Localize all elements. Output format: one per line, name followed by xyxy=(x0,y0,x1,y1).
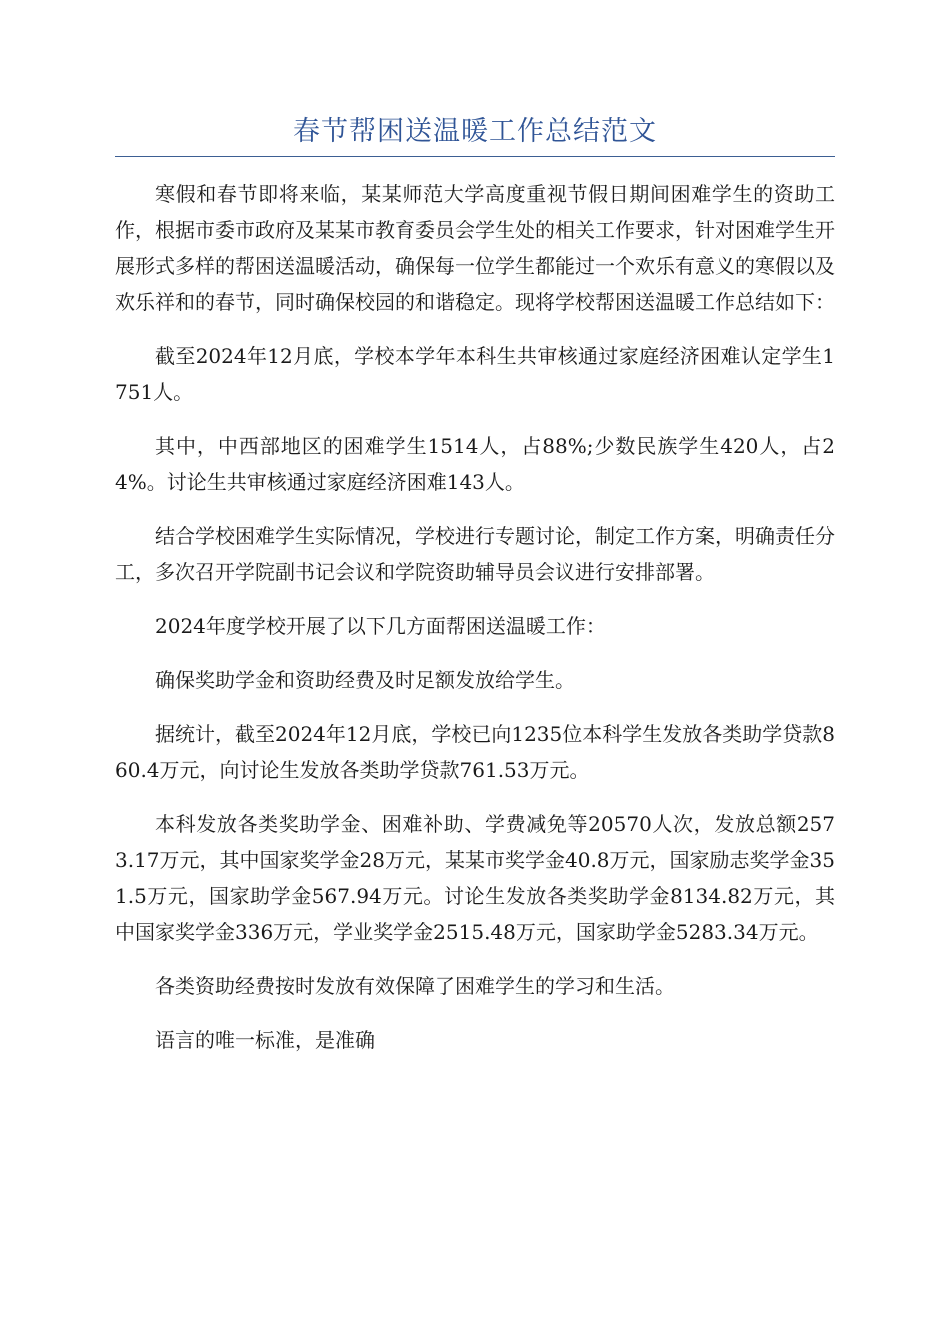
page-title: 春节帮困送温暖工作总结范文 xyxy=(293,116,657,147)
paragraph-funding-heading: 确保奖助学金和资助经费及时足额发放给学生。 xyxy=(155,668,575,692)
paragraph-intro: 寒假和春节即将来临，某某师范大学高度重视节假日期间困难学生的资助工作，根据市委市政府及某某市教育委员会学生处的相关工作要求，针对困难学生开展形式多样的帮困送温暖活动，确保每一位学生都能过一个欢乐有意义的寒假以及欢乐祥和的春节，同时确保校园的和谐稳定。现将学校帮困送温暖工作总结如下： xyxy=(115,182,835,314)
paragraph-loan-statistics: 据统计，截至2024年12月底，学校已向1235位本科学生发放各类助学贷款860.4万元，向讨论生发放各类助学贷款761.53万元。 xyxy=(115,722,835,782)
document-body xyxy=(115,176,835,1076)
paragraph-funding-effect: 各类资助经费按时发放有效保障了困难学生的学习和生活。 xyxy=(155,974,675,998)
paragraph-work-items-intro: 2024年度学校开展了以下几方面帮困送温暖工作： xyxy=(155,614,606,638)
title-block xyxy=(115,112,835,157)
paragraph-breakdown: 其中，中西部地区的困难学生1514人，占88%;少数民族学生420人，占24%。讨论生共审核通过家庭经济困难143人。 xyxy=(115,434,835,494)
paragraph-certified-count: 截至2024年12月底，学校本学年本科生共审核通过家庭经济困难认定学生1751人。 xyxy=(115,344,835,404)
paragraph-planning: 结合学校困难学生实际情况，学校进行专题讨论，制定工作方案，明确责任分工，多次召开学院副书记会议和学院资助辅导员会议进行安排部署。 xyxy=(115,524,835,584)
paragraph-scholarship-statistics: 本科发放各类奖助学金、困难补助、学费减免等20570人次，发放总额2573.17万元，其中国家奖学金28万元，某某市奖学金40.8万元，国家励志奖学金351.5万元，国家助学金567.94万元。讨论生发放各类奖助学金8134.82万元，其中国家奖学金336万元，学业奖学金2515.48万元，国家助学金5283.34万元。 xyxy=(115,812,835,944)
paragraph-closing-fragment: 语言的唯一标准，是准确 xyxy=(155,1028,375,1052)
